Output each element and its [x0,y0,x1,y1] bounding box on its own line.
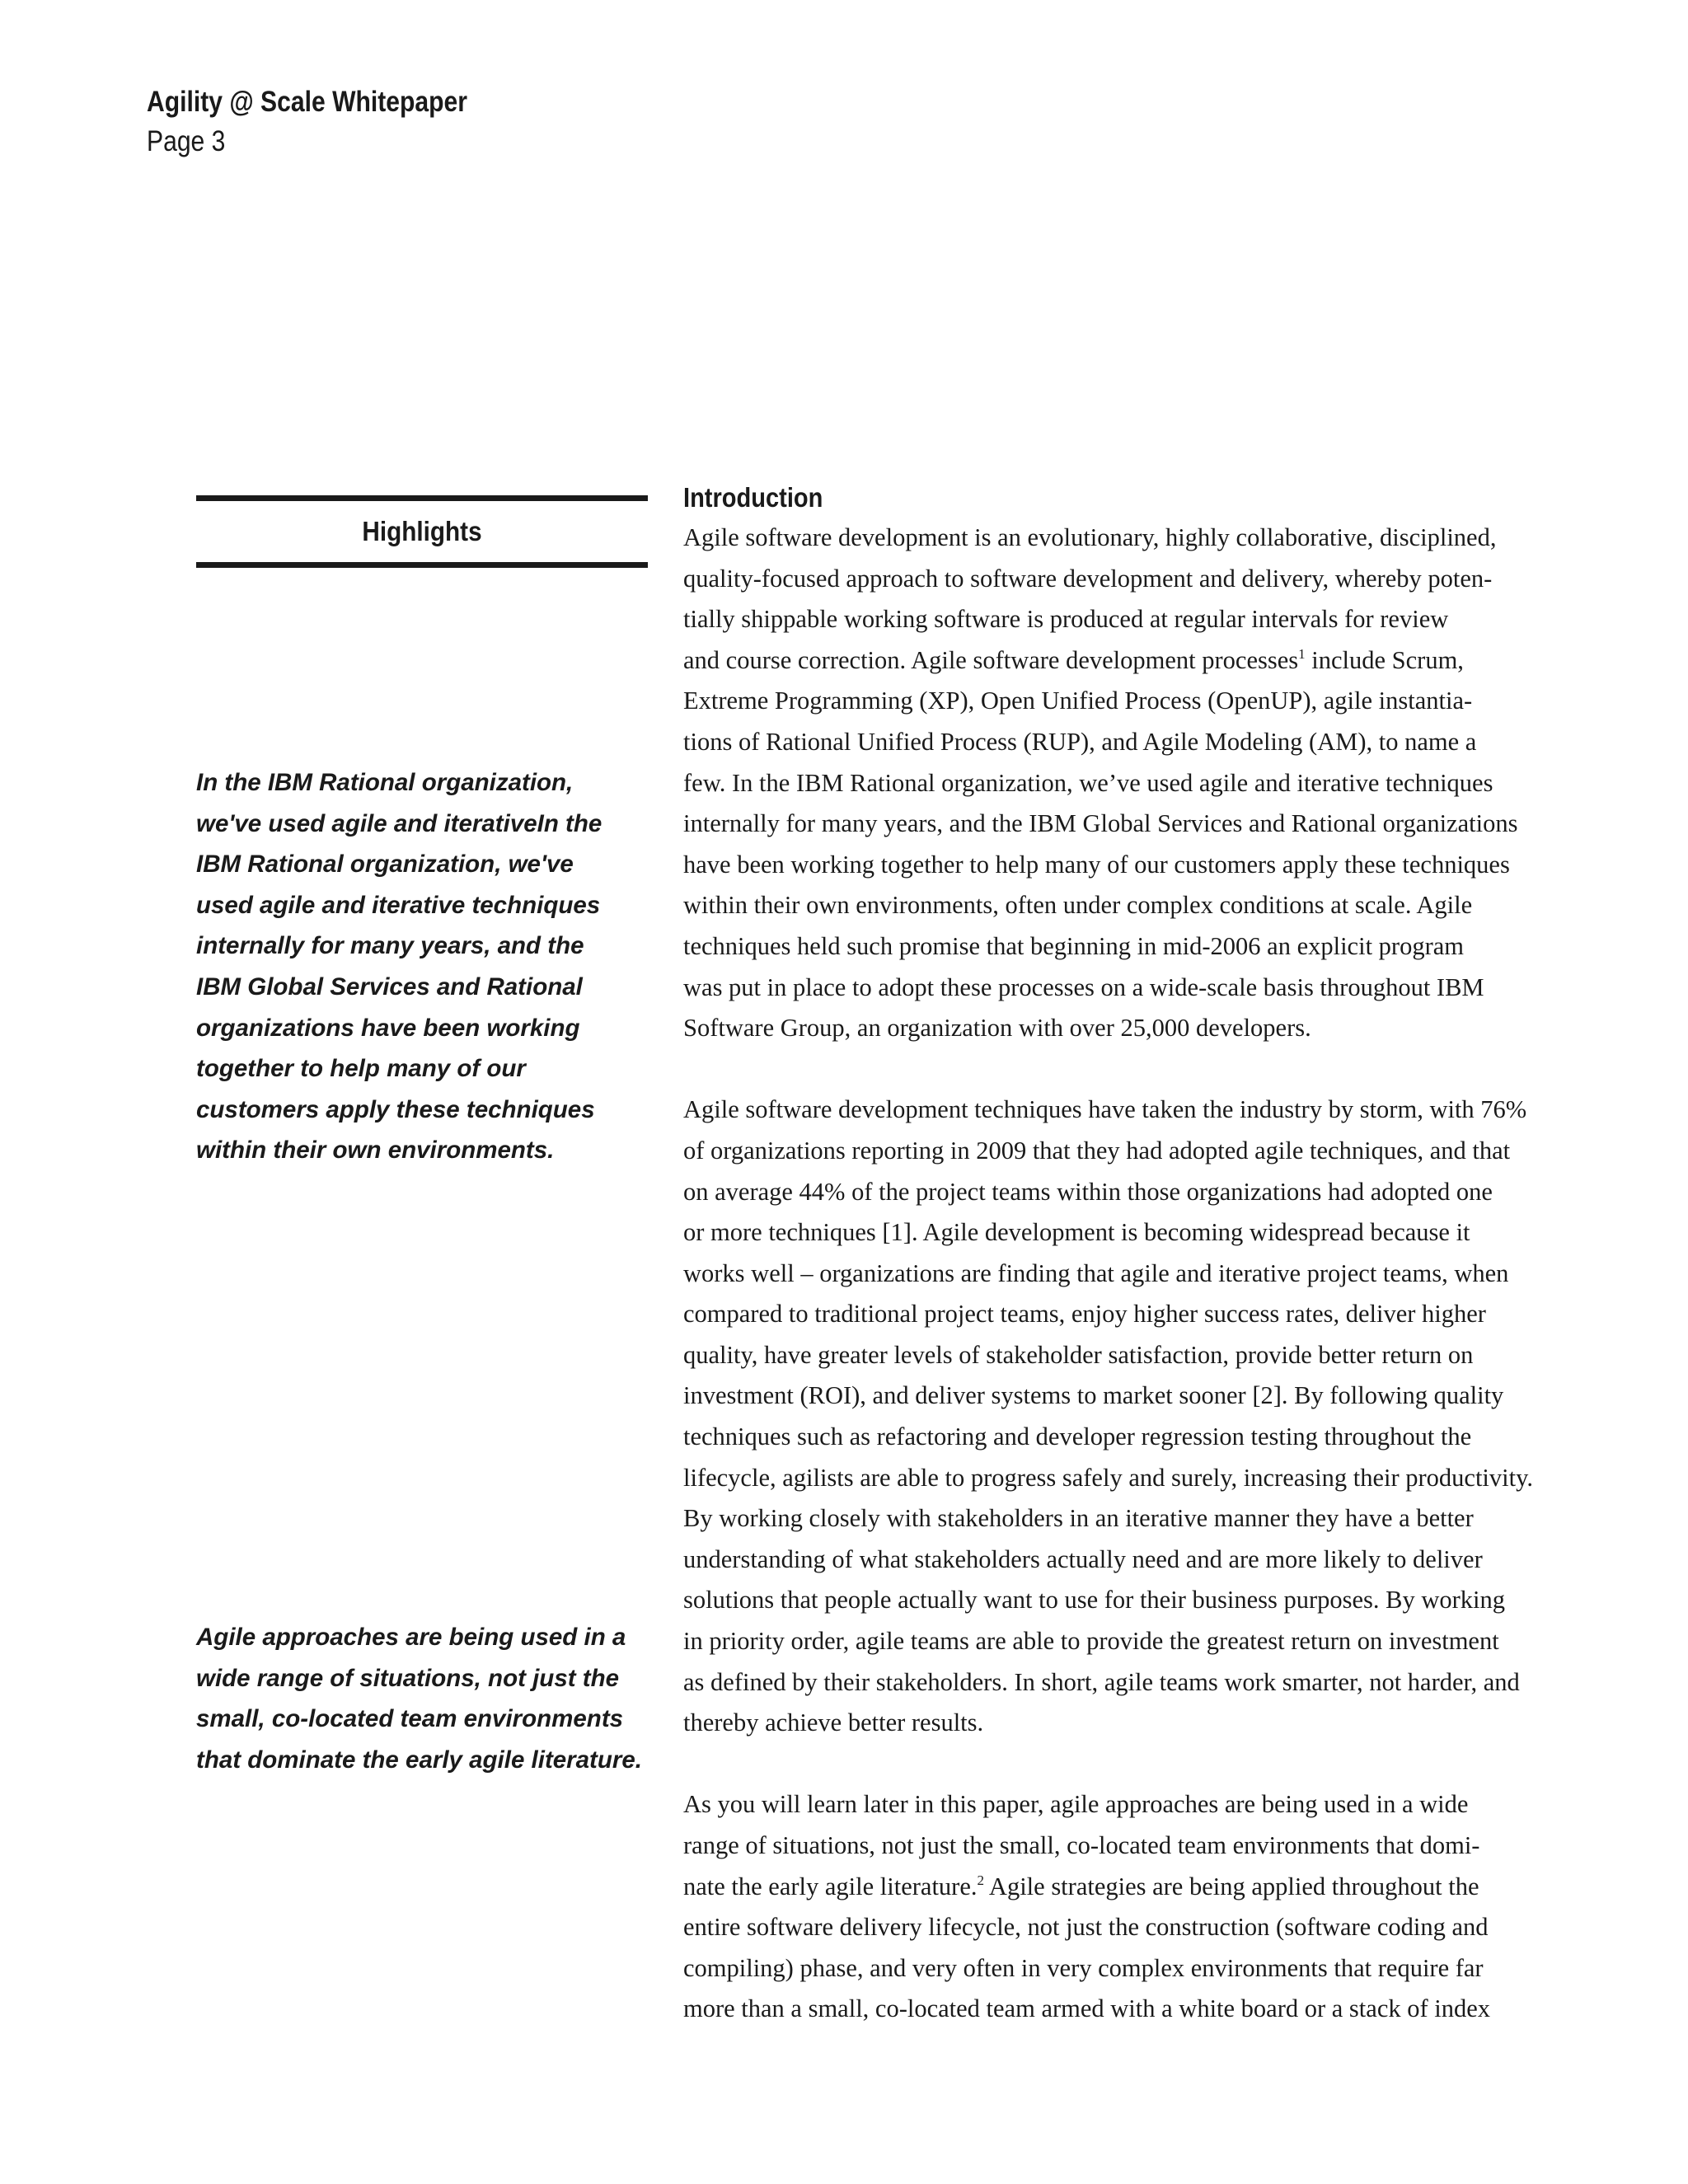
page-number: Page 3 [147,125,226,157]
pull-quote-line: used agile and iterative techniques [196,891,601,919]
text-line: have been working together to help many of our customers apply these techniques [683,850,1510,879]
text-line: Extreme Programming (XP), Open Unified Process (OpenUP), agile instantia- [683,687,1473,715]
text-line: tially shippable working software is produced at regular intervals for review [683,605,1449,634]
text-line: lifecycle, agilists are able to progress safely and surely, increasing their productivity. [683,1463,1533,1492]
text-line: techniques such as refactoring and developer regression testing throughout the [683,1422,1472,1451]
text-line: tions of Rational Unified Process (RUP), and Agile Modeling (AM), to name a [683,727,1477,756]
text-line: By working closely with stakeholders in an iterative manner they have a better [683,1504,1474,1533]
document-title: Agility @ Scale Whitepaper [147,86,467,118]
text-line: or more techniques [1]. Agile development is becoming widespread because it [683,1218,1470,1247]
highlights-box [196,495,648,568]
pull-quote-line: wide range of situations, not just the [196,1664,619,1692]
text-line: As you will learn later in this paper, agile approaches are being used in a wide [683,1790,1469,1819]
highlights-title: Highlights [362,516,482,546]
paragraph-1 [683,518,1573,1049]
text-fragment: nate the early agile literature. [683,1872,978,1900]
pull-quote-line: together to help many of our [196,1055,526,1083]
text-line: within their own environments, often under complex conditions at scale. Agile [683,891,1473,920]
text-line: quality-focused approach to software development and delivery, whereby poten- [683,564,1493,593]
text-line: as defined by their stakeholders. In short, agile teams work smarter, not harder, and [683,1667,1520,1696]
text-line: Agile software development is an evolutionary, highly collaborative, disciplined, [683,523,1497,551]
text-line: in priority order, agile teams are able to provide the greatest return on investment [683,1627,1499,1656]
text-line: range of situations, not just the small, co-located team environments that domi- [683,1831,1480,1859]
pull-quote-line: organizations have been working [196,1014,580,1042]
pull-quote-1 [196,762,658,1171]
paragraph-3 [683,1784,1573,2030]
footnote-ref-2[interactable]: 2 [977,1872,984,1888]
text-line: few. In the IBM Rational organization, we’ve used agile and iterative techniques [683,768,1493,797]
pull-quote-line: customers apply these techniques [196,1095,595,1123]
main-content [683,478,1573,2071]
pull-quote-2 [196,1617,658,1780]
pull-quote-line: internally for many years, and the [196,932,584,960]
pull-quote-line: Agile approaches are being used in a [196,1624,626,1651]
footnote-ref-1[interactable]: 1 [1298,645,1306,662]
text-line: compiling) phase, and very often in very complex environments that require far [683,1953,1484,1982]
pull-quote-line: within their own environments. [196,1137,555,1165]
pull-quote-line: IBM Rational organization, we've [196,851,574,879]
text-line: quality, have greater levels of stakeholder satisfaction, provide better return on [683,1340,1474,1369]
text-line: Software Group, an organization with over 25,000 developers. [683,1014,1311,1043]
pull-quote-line: that dominate the early agile literature. [196,1746,642,1774]
text-line: techniques held such promise that beginning in mid-2006 an explicit program [683,931,1464,960]
pull-quote-line: small, co-located team environments [196,1705,624,1733]
highlights-top-rule [196,495,648,501]
pull-quote-line: IBM Global Services and Rational [196,972,583,1001]
text-line [683,1867,1573,1908]
text-fragment: Agile strategies are being applied throughout the [983,1872,1479,1900]
highlights-bottom-rule [196,562,648,568]
text-line [683,640,1573,682]
page-header [147,82,519,162]
text-line: entire software delivery lifecycle, not just the construction (software coding and [683,1913,1489,1942]
paragraph-2 [683,1090,1573,1744]
text-line: Agile software development techniques have taken the industry by storm, with 76% [683,1095,1527,1124]
pull-quote-line: we've used agile and iterativeIn the [196,809,603,837]
text-line: solutions that people actually want to use for their business purposes. By working [683,1586,1506,1615]
section-heading: Introduction [683,482,823,513]
text-line: more than a small, co-located team armed with a white board or a stack of index [683,1994,1491,2023]
text-line: thereby achieve better results. [683,1708,984,1737]
text-line: on average 44% of the project teams within those organizations had adopted one [683,1177,1493,1206]
text-line: understanding of what stakeholders actually need and are more likely to deliver [683,1544,1483,1573]
text-line: internally for many years, and the IBM Global Services and Rational organizations [683,809,1518,838]
pull-quote-line: In the IBM Rational organization, [196,769,574,796]
text-fragment: and course correction. Agile software development processes [683,645,1299,674]
text-line: works well – organizations are finding that agile and iterative project teams, when [683,1258,1509,1287]
text-line: investment (ROI), and deliver systems to market sooner [2]. By following quality [683,1381,1504,1410]
text-fragment: include Scrum, [1305,645,1464,674]
text-line: was put in place to adopt these processes on a wide-scale basis throughout IBM [683,972,1484,1001]
text-line: compared to traditional project teams, enjoy higher success rates, deliver higher [683,1300,1486,1329]
text-line: of organizations reporting in 2009 that they had adopted agile techniques, and that [683,1136,1511,1165]
